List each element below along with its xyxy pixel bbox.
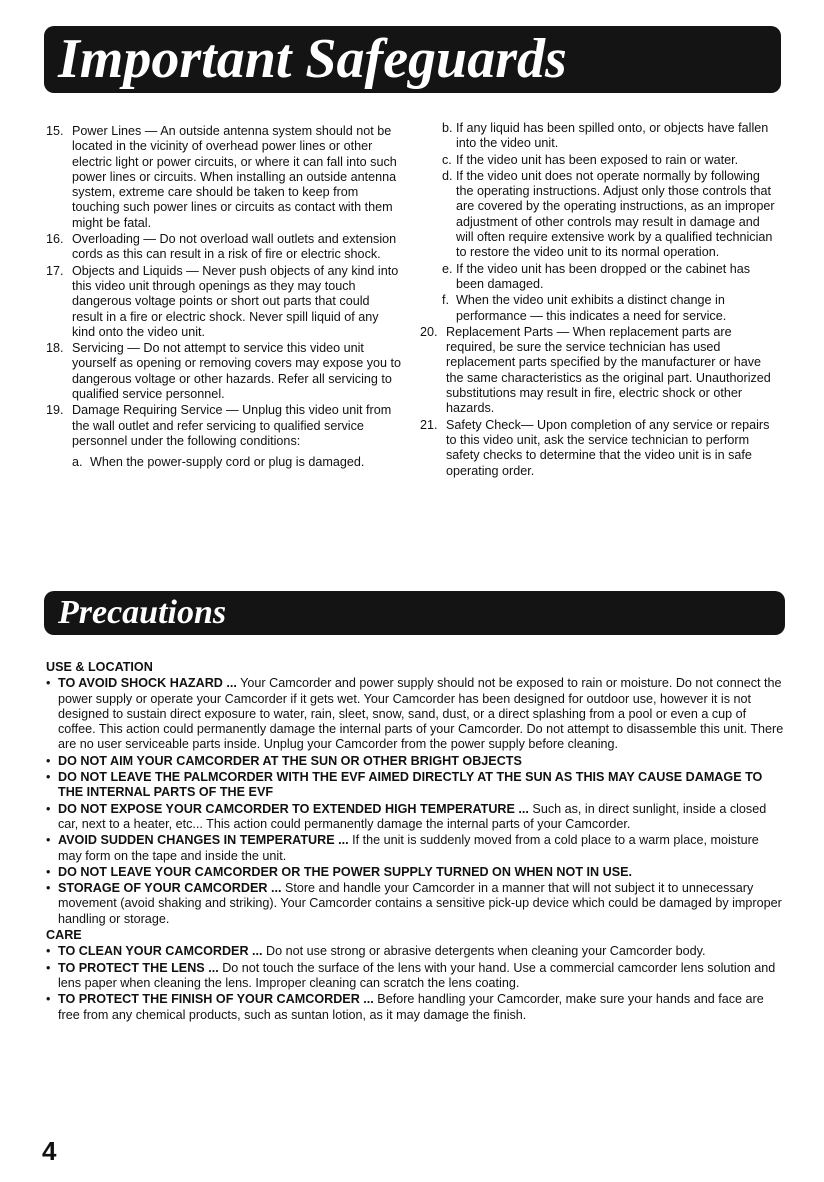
page-number: 4 <box>42 1136 57 1166</box>
condition-item <box>420 121 780 152</box>
care-text: Before handling your Camcorder, make sure your hands and face are free from any chemical products, such as suntan lotion, as it may damage the finish. <box>58 992 764 1022</box>
safeguards-right-column <box>420 121 780 480</box>
safeguard-item <box>46 341 402 402</box>
safeguard-item <box>420 418 780 479</box>
precautions-section <box>46 660 784 1024</box>
bullet: • <box>46 833 51 848</box>
safeguard-item <box>46 403 402 449</box>
safeguard-item <box>46 232 402 263</box>
precaution-item <box>46 865 784 880</box>
precaution-item <box>46 881 784 927</box>
care-text: Do not touch the surface of the lens with your hand. Use a commercial camcorder lens solution and lens paper when cleaning the lens. Improper cleaning can scratch the lens coating. <box>58 960 776 990</box>
care-lead: TO PROTECT THE FINISH OF YOUR CAMCORDER ... <box>58 992 374 1007</box>
item-text: Replacement Parts — When replacement parts are required, be sure the service technician has used replacement parts specified by the manufacturer or have the same characteristics as the original part. Unauthorized substitutions may result in fire, electric shock or other hazards. <box>446 324 771 416</box>
precaution-lead: DO NOT LEAVE YOUR CAMCORDER OR THE POWER SUPPLY TURNED ON WHEN NOT IN USE. <box>58 864 632 879</box>
item-text: Power Lines — An outside antenna system should not be located in the vicinity of overhead power lines or other electric light or power circuits, or where it can fall into such power lines or circuits. When installing an outside antenna system, extreme care should be taken to keep from touching such power lines or circuits as contact with them might be fatal. <box>72 124 397 230</box>
condition-text: When the power-supply cord or plug is damaged. <box>90 455 365 470</box>
condition-text: When the video unit exhibits a distinct change in performance — this indicates a need for service. <box>456 293 727 323</box>
condition-letter: c. <box>442 152 452 167</box>
bullet: • <box>46 676 51 691</box>
condition-item <box>420 169 780 261</box>
item-number: 18. <box>46 341 64 356</box>
condition-text: If the video unit has been dropped or the cabinet has been damaged. <box>456 261 751 291</box>
precaution-lead: DO NOT AIM YOUR CAMCORDER AT THE SUN OR OTHER BRIGHT OBJECTS <box>58 753 522 768</box>
precautions-title: Precautions <box>58 594 227 631</box>
safeguard-item <box>46 124 402 231</box>
important-safeguards-banner <box>44 26 781 93</box>
bullet: • <box>46 753 51 768</box>
precaution-text: If the unit is suddenly moved from a cold place to a warm place, moisture may form on the tape and inside the unit. <box>58 833 759 863</box>
condition-item <box>46 455 402 470</box>
care-text: Do not use strong or abrasive detergents when cleaning your Camcorder body. <box>262 944 706 959</box>
bullet: • <box>46 864 51 879</box>
care-lead: TO CLEAN YOUR CAMCORDER ... <box>58 944 263 959</box>
item-number: 17. <box>46 263 64 278</box>
precaution-lead: DO NOT LEAVE THE PALMCORDER WITH THE EVF AIMED DIRECTLY AT THE SUN AS THIS MAY CAUSE DAMAGE TO THE INTERNAL PARTS OF THE EVF <box>58 770 763 800</box>
condition-letter: a. <box>72 455 83 470</box>
safeguard-item <box>46 264 402 340</box>
item-number: 15. <box>46 124 64 138</box>
item-number: 20. <box>420 324 438 339</box>
bullet: • <box>46 944 51 959</box>
precaution-text: Your Camcorder and power supply should not be exposed to rain or moisture. Do not connect the power supply or operate your Camcorder if it gets wet. Your Camcorder has been designed for outdoor use, however it is not designed to sustain direct exposure to water, rain, sleet, snow, sand, dust, or a direct splashing from a pool or even a cup of coffee. This action could permanently damage the internal parts of your Camcorder. Do not attempt to disassemble this unit. There are no user serviceable parts inside. Unplug your Camcorder from the power supply before cleaning. <box>58 676 784 752</box>
item-text: Overloading — Do not overload wall outlets and extension cords as this can result in a risk of fire or electric shock. <box>72 232 397 262</box>
precaution-lead: TO AVOID SHOCK HAZARD ... <box>58 676 237 691</box>
bullet: • <box>46 960 51 975</box>
precaution-text: Such as, in direct sunlight, inside a closed car, next to a heater, etc... This action could permanently damage the internal parts of your Camcorder. <box>58 801 767 831</box>
condition-item <box>420 262 780 293</box>
care-lead: TO PROTECT THE LENS ... <box>58 960 219 975</box>
condition-text: If the video unit has been exposed to rain or water. <box>456 152 739 167</box>
item-text: Damage Requiring Service — Unplug this video unit from the wall outlet and refer servicing to qualified service personnel under the following conditions: <box>72 403 392 448</box>
bullet: • <box>46 770 51 785</box>
precautions-banner <box>44 591 785 635</box>
item-text: Objects and Liquids — Never push objects of any kind into this video unit through openings as they may touch dangerous voltage points or short out parts that could result in a fire or electric shock. Never spill liquid of any kind onto the video unit. <box>72 263 399 339</box>
condition-letter: e. <box>442 261 453 276</box>
bullet: • <box>46 992 51 1007</box>
care-item <box>46 992 784 1023</box>
precaution-lead: STORAGE OF YOUR CAMCORDER ... <box>58 881 282 896</box>
care-item <box>46 944 784 959</box>
item-text: Servicing — Do not attempt to service this video unit yourself as opening or removing covers may expose you to dangerous voltage or other hazards. Refer all servicing to qualified service personnel. <box>72 341 402 402</box>
item-number: 16. <box>46 232 64 247</box>
condition-letter: b. <box>442 121 453 135</box>
item-text: Safety Check— Upon completion of any service or repairs to this video unit, ask the service technician to perform safety checks to determine that the video unit is in safe operating order. <box>446 417 770 478</box>
banner-title: Important Safeguards <box>58 28 567 90</box>
condition-letter: f. <box>442 293 449 308</box>
safeguard-item <box>420 325 780 417</box>
precaution-item <box>46 802 784 833</box>
safeguards-left-column <box>46 124 402 472</box>
use-location-heading: USE & LOCATION <box>46 660 153 674</box>
item-number: 21. <box>420 417 438 432</box>
precaution-lead: DO NOT EXPOSE YOUR CAMCORDER TO EXTENDED HIGH TEMPERATURE ... <box>58 801 529 816</box>
condition-letter: d. <box>442 168 453 183</box>
condition-item <box>420 153 780 168</box>
care-heading: CARE <box>46 928 82 943</box>
precaution-item <box>46 676 784 752</box>
condition-text: If any liquid has been spilled onto, or objects have fallen into the video unit. <box>456 121 769 151</box>
bullet: • <box>46 881 51 896</box>
condition-item <box>420 293 780 324</box>
precaution-item <box>46 833 784 864</box>
precaution-item <box>46 770 784 801</box>
care-item <box>46 961 784 992</box>
bullet: • <box>46 801 51 816</box>
condition-text: If the video unit does not operate normally by following the operating instructions. Adjust only those controls that are covered by the operating instructions, as an improper adjustment of other controls may result in damage and will often require extensive work by a qualified technician to restore the video unit to its normal operation. <box>456 168 775 260</box>
precaution-text: Store and handle your Camcorder in a manner that will not subject it to unnecessary movement (avoid shaking and striking). Your Camcorder contains a sensitive pick-up device which could be damaged by improper handling or storage. <box>58 881 782 926</box>
precaution-item <box>46 754 784 769</box>
precaution-lead: AVOID SUDDEN CHANGES IN TEMPERATURE ... <box>58 833 349 848</box>
item-number: 19. <box>46 403 64 418</box>
